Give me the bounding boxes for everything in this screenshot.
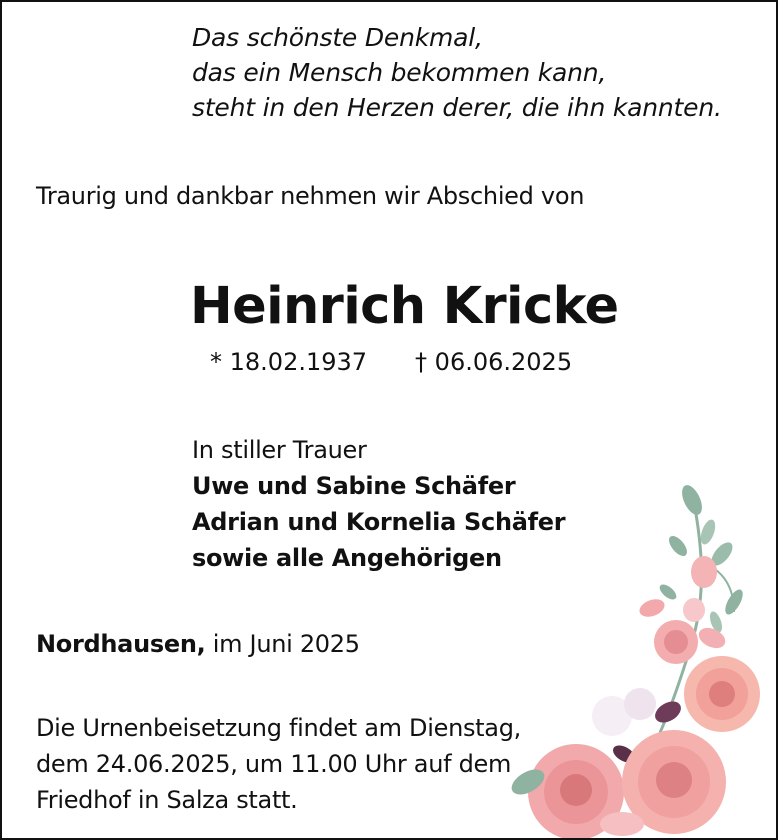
memorial-quote bbox=[192, 20, 722, 125]
notice-date: im Juni 2025 bbox=[205, 630, 360, 658]
leaf bbox=[657, 582, 679, 603]
leaf bbox=[666, 533, 691, 559]
mourner-name: sowie alle Angehörigen bbox=[192, 544, 502, 572]
rose-center bbox=[664, 630, 688, 654]
rose-center bbox=[560, 774, 592, 806]
quote-line-2: das ein Mensch bekommen kann, bbox=[192, 58, 607, 87]
death-date: † 06.06.2025 bbox=[415, 348, 573, 376]
rose-bud bbox=[683, 598, 705, 622]
white-blossom bbox=[624, 688, 656, 720]
funeral-line-2: dem 24.06.2025, um 11.00 Uhr auf dem bbox=[36, 750, 512, 778]
rose-center bbox=[709, 681, 735, 707]
funeral-line-1: Die Urnenbeisetzung findet am Dienstag, bbox=[36, 714, 521, 742]
quote-line-1: Das schönste Denkmal, bbox=[192, 23, 483, 52]
place-name: Nordhausen, bbox=[36, 630, 206, 658]
birth-date: * 18.02.1937 bbox=[210, 348, 368, 376]
leaf bbox=[678, 482, 706, 518]
leaf bbox=[722, 587, 746, 617]
mourning-heading: In stiller Trauer bbox=[192, 436, 367, 464]
farewell-intro: Traurig und dankbar nehmen wir Abschied von bbox=[36, 182, 585, 210]
funeral-line-3: Friedhof in Salza statt. bbox=[36, 786, 298, 814]
petal bbox=[600, 812, 644, 836]
life-dates bbox=[210, 344, 572, 380]
mourner-name: Uwe und Sabine Schäfer bbox=[192, 472, 516, 500]
rose-center bbox=[656, 762, 692, 798]
deceased-name: Heinrich Kricke bbox=[190, 277, 619, 336]
petal bbox=[696, 624, 729, 652]
mourner-name: Adrian und Kornelia Schäfer bbox=[192, 508, 566, 536]
petal bbox=[637, 596, 667, 620]
rose-bouquet-image bbox=[472, 472, 776, 838]
quote-line-3: steht in den Herzen derer, die ihn kannten. bbox=[192, 93, 722, 122]
rose-bud bbox=[691, 556, 717, 588]
funeral-info bbox=[36, 710, 521, 818]
dark-petal bbox=[651, 697, 684, 727]
place-and-date bbox=[36, 626, 360, 662]
